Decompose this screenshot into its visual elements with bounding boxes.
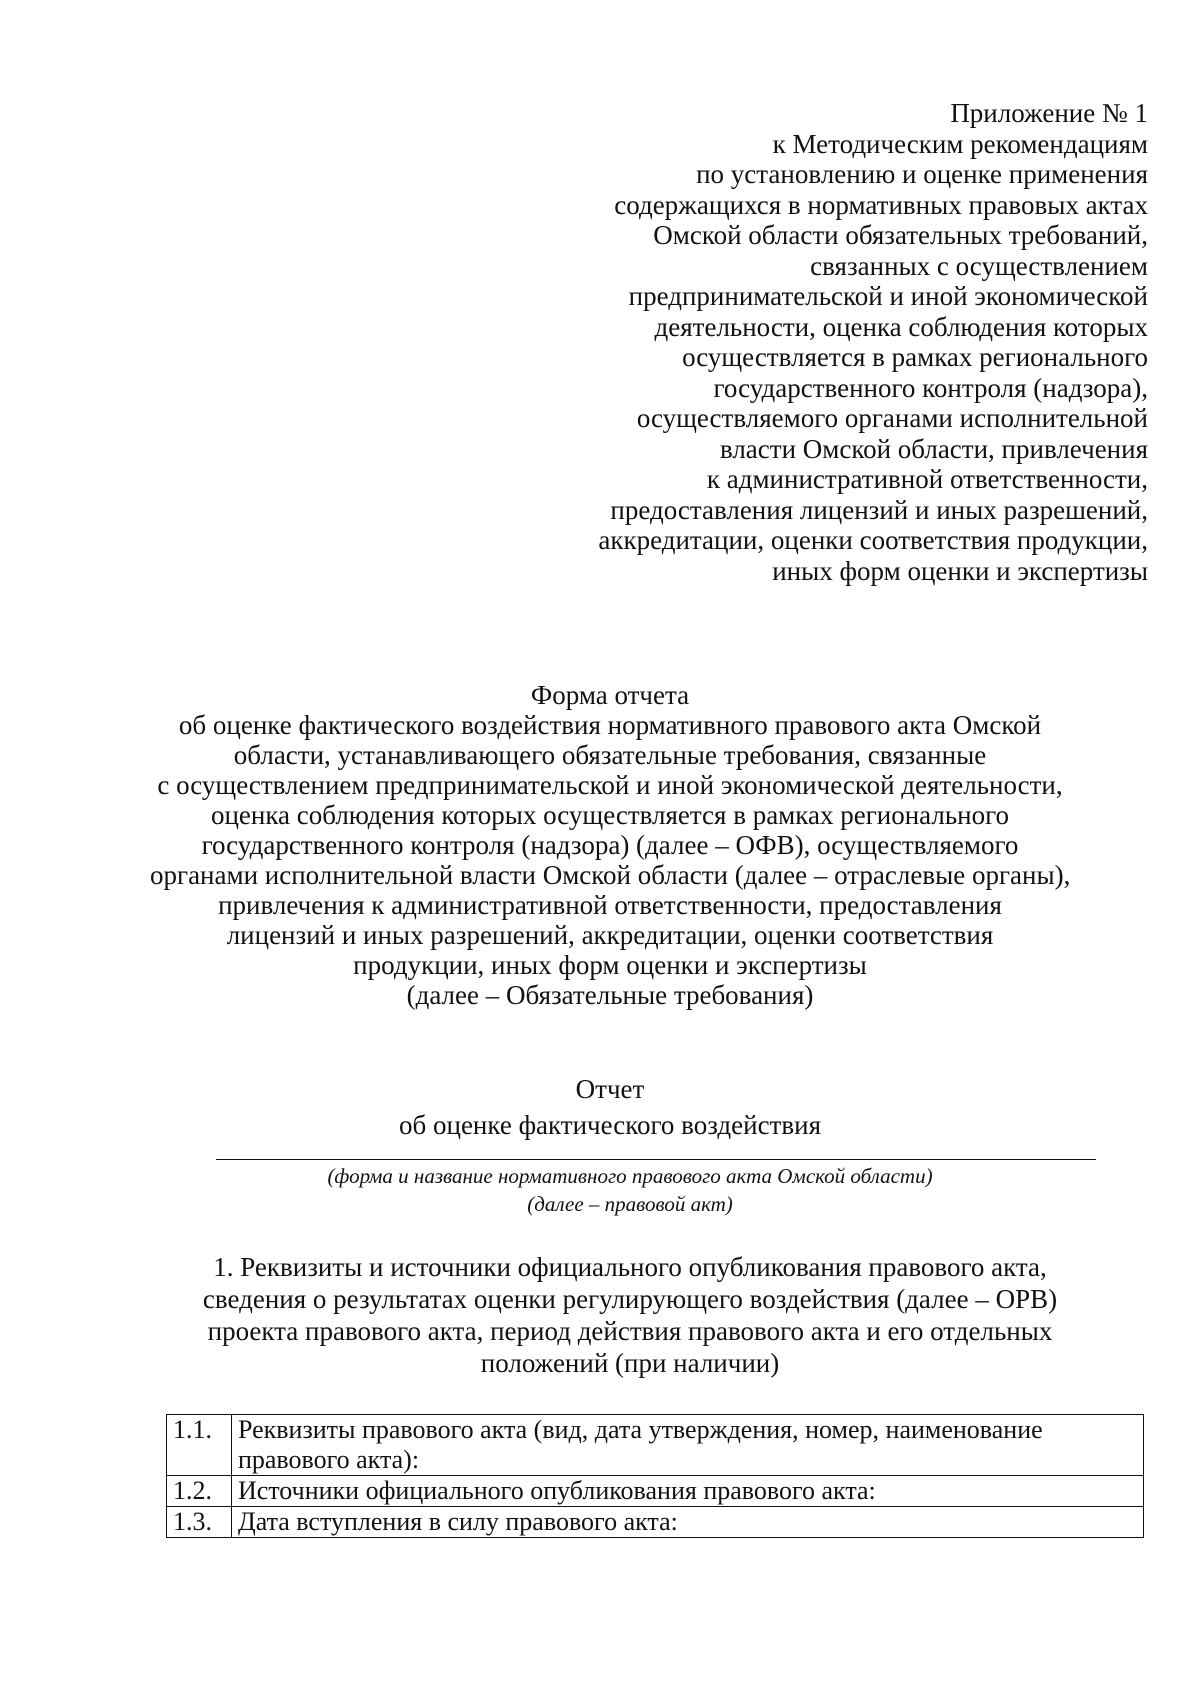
form-title-line: продукции, иных форм оценки и экспертизы	[353, 950, 867, 980]
appendix-header-line: Приложение № 1	[950, 98, 1148, 128]
appendix-header-line: содержащихся в нормативных правовых актах	[614, 189, 1148, 220]
report-title-subheading: об оценке фактического воздействия	[399, 1110, 821, 1140]
appendix-header-line: Омской области обязательных требований,	[653, 220, 1148, 250]
section-heading-line: положений (при наличии)	[480, 1348, 780, 1378]
appendix-header	[528, 98, 1148, 586]
form-title	[150, 680, 1070, 1010]
section-heading-line: проекта правового акта, период действия правового акта и его отдельных	[207, 1316, 1053, 1346]
act-name-caption-line: (далее – правовой акт)	[527, 1192, 733, 1216]
row-number: 1.2.	[167, 1476, 232, 1507]
row-text: Источники официального опубликования правового акта:	[231, 1476, 1143, 1507]
table-row	[167, 1415, 1144, 1476]
form-title-line: об оценке фактического воздействия нормативного правового акта Омской	[178, 710, 1042, 740]
section-heading-line: сведения о результатах оценки регулирующего воздействия (далее – ОРВ)	[202, 1284, 1058, 1314]
report-title	[150, 1071, 1070, 1143]
section-1-heading	[150, 1251, 1110, 1379]
appendix-header-line: аккредитации, оценки соответствия продукции,	[598, 525, 1148, 555]
appendix-header-line: власти Омской области, привлечения	[719, 433, 1148, 464]
form-title-line: привлечения к административной ответственности, предоставления	[218, 890, 1002, 920]
row-number: 1.1.	[167, 1415, 232, 1476]
requisites-table	[166, 1414, 1144, 1538]
act-name-caption-line: (форма и название нормативного правового акта Омской области)	[327, 1164, 933, 1188]
appendix-header-line: к Методическим рекомендациям	[772, 128, 1148, 159]
form-title-line: лицензий и иных разрешений, аккредитации, оценки соответствия	[226, 920, 994, 950]
form-title-line: с осуществлением предпринимательской и иной экономической деятельности,	[157, 770, 1063, 800]
row-number: 1.3.	[167, 1507, 232, 1538]
row-text: Дата вступления в силу правового акта:	[231, 1507, 1143, 1538]
report-title-heading: Отчет	[575, 1074, 645, 1104]
appendix-header-line: деятельности, оценка соблюдения которых	[654, 311, 1148, 342]
appendix-header-line: к административной ответственности,	[706, 464, 1148, 494]
appendix-header-line: предоставления лицензий и иных разрешений,	[610, 494, 1148, 525]
form-title-line: Форма отчета	[530, 680, 690, 710]
appendix-header-line: государственного контроля (надзора),	[713, 372, 1148, 403]
appendix-header-line: иных форм оценки и экспертизы	[772, 555, 1148, 586]
appendix-header-line: связанных с осуществлением	[810, 250, 1148, 281]
appendix-header-line: по установлению и оценке применения	[696, 159, 1148, 189]
form-title-line: области, устанавливающего обязательные требования, связанные	[233, 740, 987, 770]
row-text: Реквизиты правового акта (вид, дата утверждения, номер, наименование правового акта):	[231, 1415, 1143, 1476]
form-title-line: оценка соблюдения которых осуществляется в рамках регионального	[210, 800, 1010, 830]
table-row	[167, 1507, 1144, 1538]
table-row	[167, 1476, 1144, 1507]
act-name-caption	[150, 1162, 1110, 1218]
act-name-blank-line	[216, 1159, 1096, 1160]
appendix-header-line: осуществляемого органами исполнительной	[636, 403, 1148, 433]
section-heading-line: 1. Реквизиты и источники официального опубликования правового акта,	[213, 1252, 1047, 1282]
form-title-line: государственного контроля (надзора) (далее – ОФВ), осуществляемого	[201, 830, 1019, 860]
form-title-line: органами исполнительной власти Омской области (далее – отраслевые органы),	[150, 860, 1071, 890]
appendix-header-line: осуществляется в рамках регионального	[682, 342, 1148, 372]
form-title-line: (далее – Обязательные требования)	[406, 980, 814, 1010]
appendix-header-line: предпринимательской и иной экономической	[628, 281, 1148, 311]
